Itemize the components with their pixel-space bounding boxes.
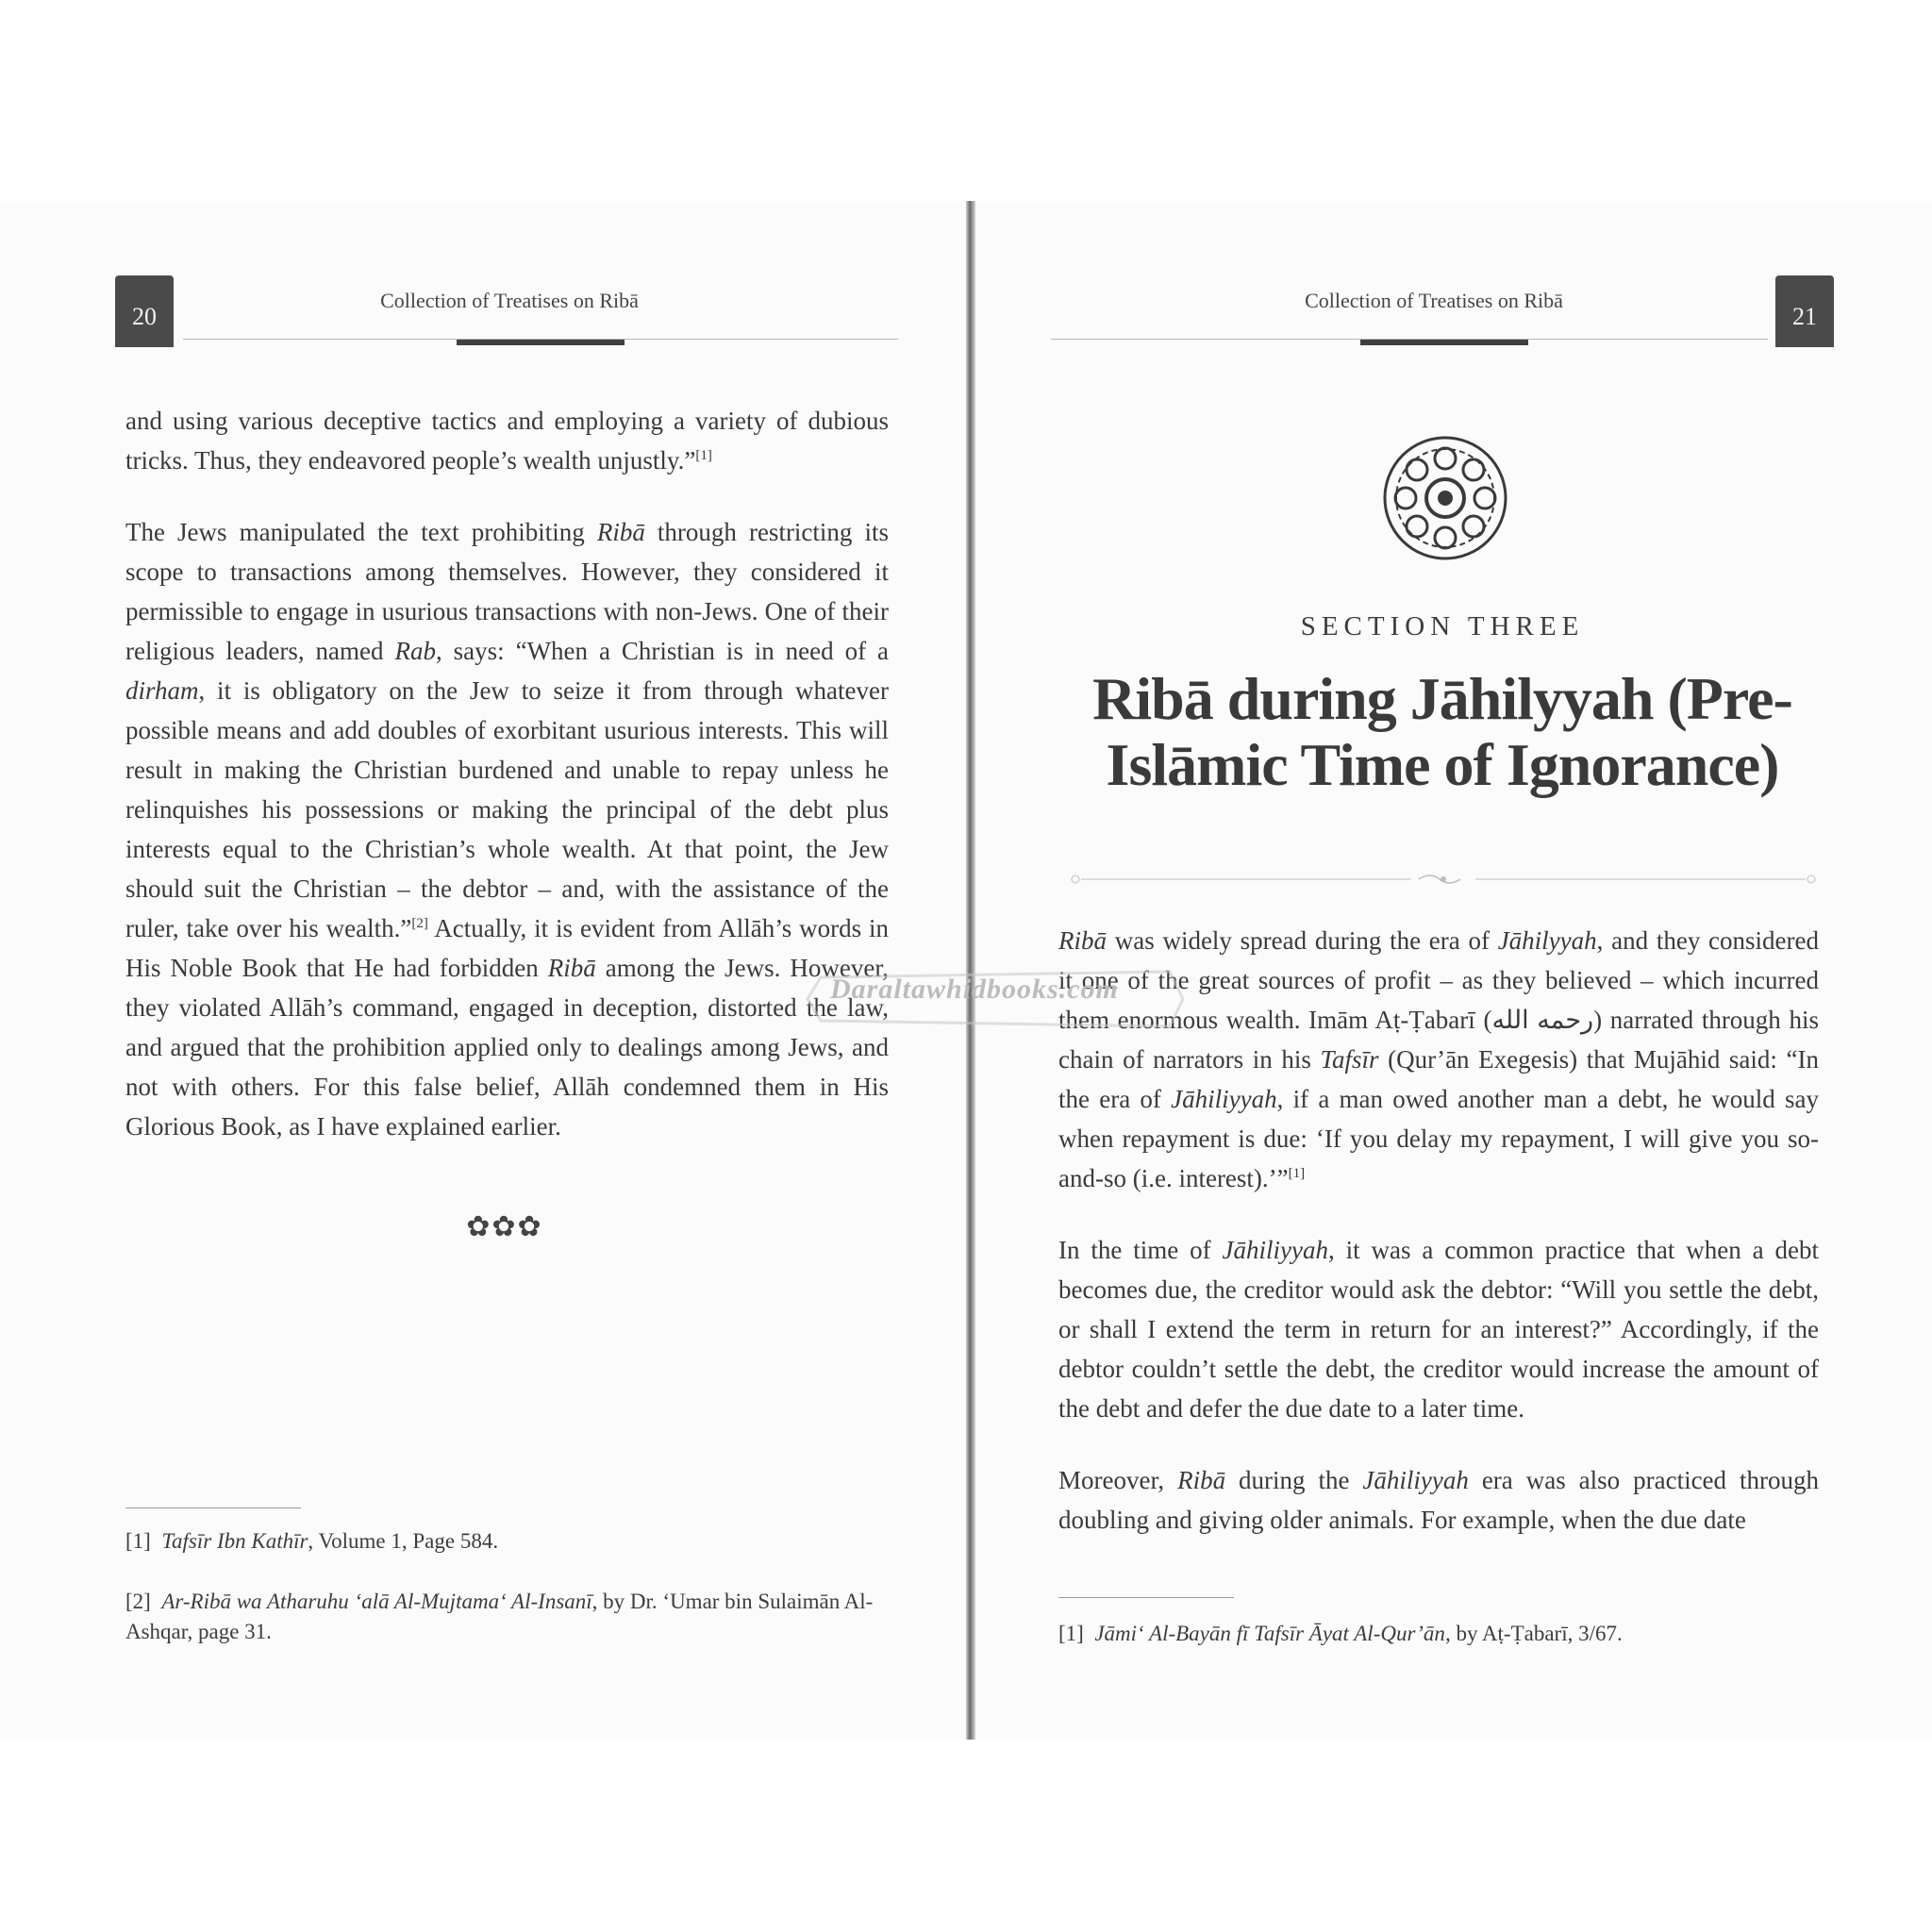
right-running-head: Collection of Treatises on Ribā [1305, 289, 1563, 312]
decorative-divider [1062, 873, 1824, 886]
left-page-number: 20 [115, 275, 174, 347]
section-label: SECTION THREE [1300, 611, 1585, 641]
right-paragraph-3: Moreover, Ribā during the Jāhiliyyah era was also practiced through doubling and giving older animals. For example, when the due date [1058, 1466, 1819, 1534]
left-footnote-2: [2] Ar-Ribā wa Atharuhu ‘alā Al-Mujtama‘ Al-Insanī, by Dr. ‘Umar bin Sulaimān Al-Ashqar, page 31. [125, 1590, 874, 1643]
right-paragraph-1: Ribā was widely spread during the era of Jāhilyyah, and they considered it one of the great sources of profit – as they believed – which incurred them enormous wealth. Imām Aṭ-Ṭabarī (رحمه الله) narrated through his chain of narrators in his Tafsīr (Qur’ān Exegesis) that Mujāhid said: “In the era of Jāhiliyyah, if a man owed another man a debt, he would say when repayment is due: ‘If you delay my repayment, I will give you so-and-so (i.e. interest).’”[1] [1058, 926, 1820, 1192]
section-end-ornament: ✿✿✿ [466, 1211, 543, 1242]
left-paragraph-1: and using various deceptive tactics and employing a variety of dubious tricks. Thus, they endeavored people’s wealth unjustly.”[1] [125, 407, 889, 475]
watermark-text: Daraltawhidbooks.com [830, 974, 1119, 1005]
left-footnote-rule [125, 1507, 301, 1508]
right-footnote-1: [1] Jāmi‘ Al-Bayān fī Tafsīr Āyat Al-Qur’ān, by Aṭ-Ṭabarī, 3/67. [1058, 1622, 1623, 1645]
right-header-mark [1360, 340, 1528, 345]
rosette-ornament [1379, 432, 1511, 564]
chapter-title: Ribā during Jāhilyyah (Pre-Islāmic Time of Ignorance) [1092, 665, 1792, 798]
right-page-number: 21 [1775, 275, 1834, 347]
left-paragraph-2: The Jews manipulated the text prohibiting Ribā through restricting its scope to transactions among themselves. However, they considered it permissible to engage in usurious transactions with non-Jews. One of their religious leaders, named Rab, says: “When a Christian is in need of a dirham, it is obligatory on the Jew to seize it from through whatever possible means and add doubles of exorbitant usurious interests. This will result in making the Christian burdened and unable to repay unless he relinquishes his possessions or making the principal of the debt plus interests equal to the Christian’s whole wealth. At that point, the Jew should suit the Christian – the debtor – and, with the assistance of the ruler, take over his wealth.”[2] Actually, it is evident from Allāh’s words in His Noble Book that He had forbidden Ribā among the Jews. However, they violated Allāh’s command, engaged in deception, distorted the law, and argued that the prohibition applied only to dealings among Jews, and not with others. For this false belief, Allāh condemned them in His Glorious Book, as I have explained earlier. [125, 518, 890, 1141]
left-running-head: Collection of Treatises on Ribā [380, 289, 639, 312]
right-paragraph-2: In the time of Jāhiliyyah, it was a common practice that when a debt becomes due, the creditor would ask the debtor: “Will you settle the debt, or shall I extend the term in return for an interest?” Accordingly, if the debtor couldn’t settle the debt, the creditor would increase the amount of the debt and defer the due date to a later time. [1058, 1236, 1819, 1423]
left-header-mark [457, 340, 625, 345]
left-body-text [125, 401, 889, 1178]
right-footnote-rule [1058, 1597, 1234, 1598]
left-footnote-1: [1] Tafsīr Ibn Kathīr, Volume 1, Page 584. [125, 1529, 499, 1553]
